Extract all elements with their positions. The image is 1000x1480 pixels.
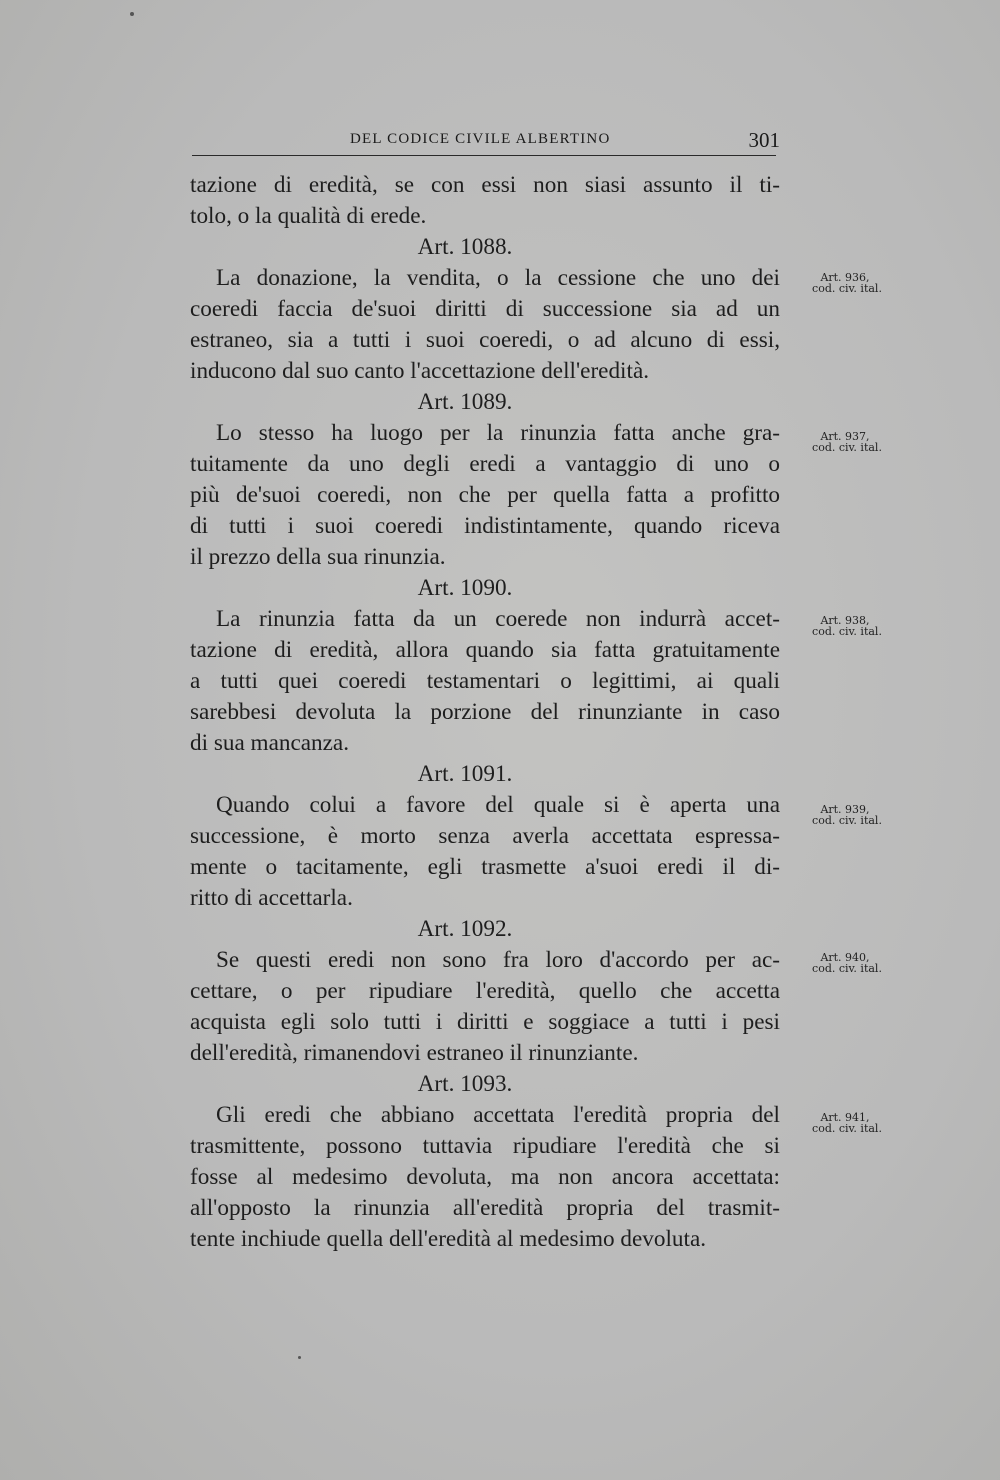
text-line: acquista egli solo tutti i diritti e soggiace a tutti i pesi [190, 1009, 780, 1035]
text-line: più de'suoi coeredi, non che per quella fatta a profitto [190, 482, 780, 508]
margin-note-art-936 [800, 272, 890, 294]
text-line: all'opposto la rinunzia all'eredità propria del trasmit- [190, 1195, 780, 1221]
margin-note-code: cod. civ. ital. [812, 282, 882, 295]
margin-note-art-939 [800, 804, 890, 826]
margin-note-article: Art. 937, [820, 430, 870, 443]
margin-note-article: Art. 941, [820, 1111, 870, 1124]
article-heading: Art. 1089. [417, 389, 513, 415]
article-heading: Art. 1091. [417, 761, 513, 787]
text-line: tazione di eredità, se con essi non siasi assunto il ti- [190, 172, 780, 198]
margin-note-code: cod. civ. ital. [812, 1122, 882, 1135]
running-title: DEL CODICE CIVILE ALBERTINO [350, 131, 611, 147]
header-rule [192, 155, 776, 156]
margin-note-art-941 [800, 1112, 890, 1134]
text-line: il prezzo della sua rinunzia. [190, 544, 446, 570]
margin-note-art-938 [800, 615, 890, 637]
margin-note-art-940 [800, 952, 890, 974]
text-line: fosse al medesimo devoluta, ma non ancora accettata: [190, 1164, 780, 1190]
margin-note-code: cod. civ. ital. [812, 814, 882, 827]
paper-speck [130, 12, 134, 16]
text-line: coeredi faccia de'suoi diritti di successione sia ad un [190, 296, 780, 322]
page-number: 301 [748, 128, 780, 152]
article-heading: Art. 1092. [417, 916, 513, 942]
margin-note-art-937 [800, 431, 890, 453]
article-heading: Art. 1088. [417, 234, 513, 260]
text-line: cettare, o per ripudiare l'eredità, quello che accetta [190, 978, 780, 1004]
margin-note-code: cod. civ. ital. [812, 441, 882, 454]
text-line: Gli eredi che abbiano accettata l'eredità propria del [216, 1102, 780, 1128]
text-line: ritto di accettarla. [190, 885, 353, 911]
margin-note-article: Art. 940, [820, 951, 870, 964]
running-head [190, 128, 780, 154]
text-line: Quando colui a favore del quale si è aperta una [216, 792, 780, 818]
text-line: La donazione, la vendita, o la cessione che uno dei [216, 265, 780, 291]
text-line: sarebbesi devoluta la porzione del rinunziante in caso [190, 699, 780, 725]
text-line: tente inchiude quella dell'eredità al medesimo devoluta. [190, 1226, 707, 1252]
text-line: mente o tacitamente, egli trasmette a'suoi eredi il di- [190, 854, 780, 880]
text-line: dell'eredità, rimanendovi estraneo il rinunziante. [190, 1040, 639, 1066]
text-line: trasmittente, possono tuttavia ripudiare l'eredità che si [190, 1133, 780, 1159]
margin-note-code: cod. civ. ital. [812, 962, 882, 975]
text-line: inducono dal suo canto l'accettazione dell'eredità. [190, 358, 650, 384]
text-line: Se questi eredi non sono fra loro d'accordo per ac- [216, 947, 780, 973]
text-line: La rinunzia fatta da un coerede non indurrà accet- [216, 606, 780, 632]
article-heading: Art. 1090. [417, 575, 513, 601]
body-text [190, 170, 780, 1255]
text-line: di tutti i suoi coeredi indistintamente, quando riceva [190, 513, 780, 539]
text-line: Lo stesso ha luogo per la rinunzia fatta anche gra- [216, 420, 780, 446]
margin-note-article: Art. 936, [820, 271, 870, 284]
paper-speck [298, 1356, 301, 1359]
text-line: tazione di eredità, allora quando sia fatta gratuitamente [190, 637, 780, 663]
text-line: tuitamente da uno degli eredi a vantaggio di uno o [190, 451, 780, 477]
article-heading: Art. 1093. [417, 1071, 513, 1097]
margin-note-article: Art. 938, [820, 614, 870, 627]
margin-note-article: Art. 939, [820, 803, 870, 816]
text-line: di sua mancanza. [190, 730, 350, 756]
margin-note-code: cod. civ. ital. [812, 625, 882, 638]
text-line: tolo, o la qualità di erede. [190, 203, 427, 229]
text-line: estraneo, sia a tutti i suoi coeredi, o ad alcuno di essi, [190, 327, 780, 353]
text-line: a tutti quei coeredi testamentari o legittimi, ai quali [190, 668, 780, 694]
text-line: successione, è morto senza averla accettata espressa- [190, 823, 780, 849]
